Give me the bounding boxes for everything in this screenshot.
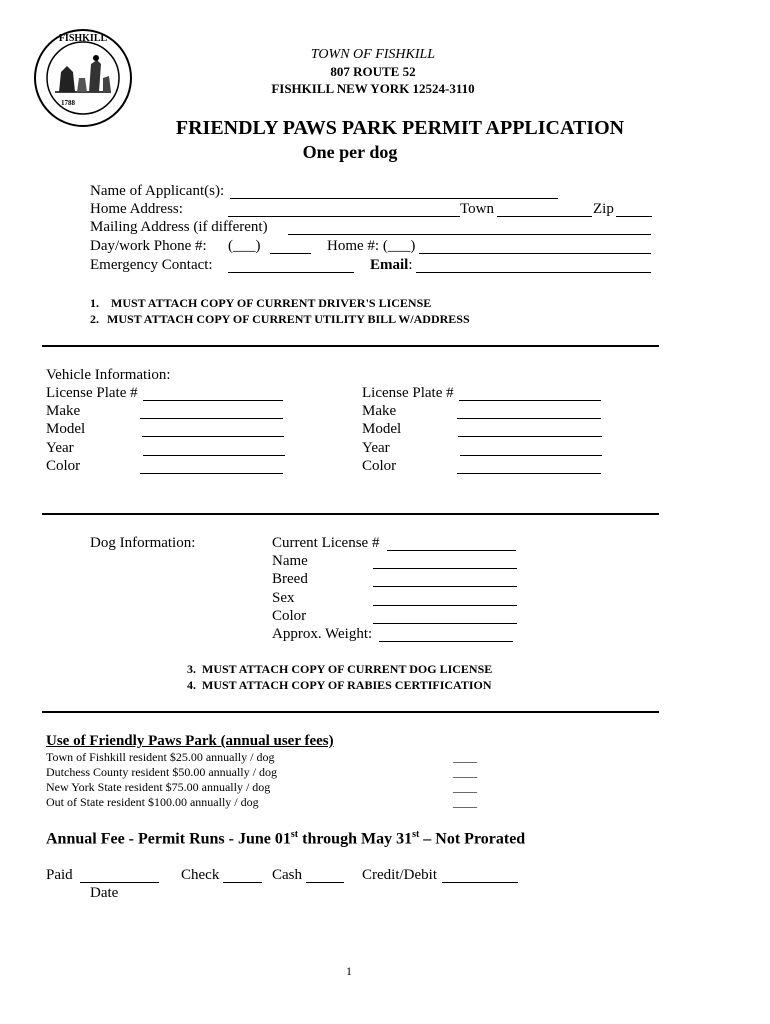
vehicle2-model-field[interactable] (458, 436, 602, 437)
town-label: Town (460, 201, 494, 217)
paid-field[interactable] (80, 882, 159, 883)
seal-year: 1788 (61, 99, 75, 107)
day-phone-area-code: (___) (228, 238, 261, 254)
vehicle1-color-label: Color (46, 458, 81, 474)
requirement-item: 1. MUST ATTACH COPY OF CURRENT DRIVER'S LICENSE (90, 296, 432, 310)
dog-license-field[interactable] (387, 550, 516, 551)
check-label: Check (181, 867, 220, 883)
paid-label: Paid (46, 867, 73, 883)
vehicle2-model-label: Model (362, 421, 402, 437)
vehicle2-year-label: Year (362, 440, 390, 456)
vehicle2-plate-field[interactable] (459, 400, 601, 401)
header-city: FISHKILL NEW YORK 12524-3110 (271, 81, 475, 96)
requirement-item: 4. MUST ATTACH COPY OF RABIES CERTIFICATION (187, 678, 492, 692)
vehicle2-color-label: Color (362, 458, 397, 474)
vehicle2-make-field[interactable] (457, 418, 601, 419)
applicant-name-field[interactable] (230, 198, 558, 199)
town-field[interactable] (497, 216, 592, 217)
day-phone-label: Day/work Phone #: (90, 238, 207, 254)
header-address: 807 ROUTE 52 (330, 64, 416, 79)
dog-color-field[interactable] (373, 623, 517, 624)
home-address-label: Home Address: (90, 201, 183, 217)
credit-debit-field[interactable] (442, 882, 518, 883)
cash-field[interactable] (306, 882, 344, 883)
zip-label: Zip (593, 201, 614, 217)
dog-color-label: Color (272, 608, 307, 624)
check-field[interactable] (223, 882, 262, 883)
town-seal-logo (33, 28, 133, 128)
home-phone-field[interactable] (419, 253, 651, 254)
section-divider (42, 513, 659, 515)
dog-weight-field[interactable] (379, 641, 513, 642)
vehicle1-make-field[interactable] (140, 418, 283, 419)
dog-license-label: Current License # (272, 535, 380, 551)
dog-sex-label: Sex (272, 590, 295, 606)
credit-debit-label: Credit/Debit (362, 867, 437, 883)
dog-name-field[interactable] (373, 568, 517, 569)
email-field[interactable] (416, 272, 651, 273)
vehicle1-model-field[interactable] (142, 436, 284, 437)
mailing-address-label: Mailing Address (if different) (90, 219, 268, 235)
vehicle1-year-label: Year (46, 440, 74, 456)
vehicle1-year-field[interactable] (143, 455, 285, 456)
date-label: Date (90, 885, 119, 901)
home-address-field[interactable] (228, 216, 460, 217)
fee-checkbox-blank[interactable]: ____ (453, 795, 477, 809)
header-town: TOWN OF FISHKILL (310, 47, 436, 62)
page-title: FRIENDLY PAWS PARK PERMIT APPLICATION (175, 117, 625, 139)
dog-heading: Dog Information: (90, 535, 196, 551)
fee-item: New York State resident $75.00 annually / dog (46, 780, 271, 794)
fee-checkbox-blank[interactable]: ____ (453, 765, 477, 779)
page-number: 1 (346, 964, 352, 978)
section-divider (42, 711, 659, 713)
day-phone-field[interactable] (270, 253, 311, 254)
dog-weight-label: Approx. Weight: (272, 626, 373, 642)
fees-heading: Use of Friendly Paws Park (annual user fees) (46, 733, 334, 749)
vehicle1-color-field[interactable] (140, 473, 283, 474)
mailing-address-field[interactable] (288, 234, 651, 235)
cash-label: Cash (272, 867, 302, 883)
vehicle1-plate-field[interactable] (143, 400, 283, 401)
fee-item: Dutchess County resident $50.00 annually / dog (46, 765, 277, 779)
vehicle2-year-field[interactable] (460, 455, 602, 456)
vehicle2-plate-label: License Plate # (362, 385, 454, 401)
page-subtitle: One per dog (302, 142, 398, 162)
dog-sex-field[interactable] (373, 605, 517, 606)
vehicle2-make-label: Make (362, 403, 397, 419)
vehicle1-plate-label: License Plate # (46, 385, 138, 401)
annual-fee-note: Annual Fee - Permit Runs - June 01st through May 31st – Not Prorated (46, 829, 526, 848)
vehicle2-color-field[interactable] (457, 473, 601, 474)
vehicle1-make-label: Make (46, 403, 81, 419)
requirement-item: 3. MUST ATTACH COPY OF CURRENT DOG LICENSE (187, 662, 493, 676)
emergency-contact-label: Emergency Contact: (90, 257, 213, 273)
zip-field[interactable] (616, 216, 652, 217)
fee-checkbox-blank[interactable]: ____ (453, 750, 477, 764)
dog-breed-field[interactable] (373, 586, 517, 587)
applicant-name-label: Name of Applicant(s): (90, 183, 225, 199)
vehicle1-model-label: Model (46, 421, 86, 437)
fee-checkbox-blank[interactable]: ____ (453, 780, 477, 794)
emergency-contact-field[interactable] (228, 272, 354, 273)
email-label: Email: (370, 257, 413, 273)
vehicle-heading: Vehicle Information: (46, 367, 171, 383)
home-phone-label: Home #: (___) (327, 238, 416, 254)
dog-name-label: Name (272, 553, 308, 569)
seal-top-text: FISHKILL (58, 33, 108, 44)
fee-item: Town of Fishkill resident $25.00 annually / dog (46, 750, 275, 764)
fee-item: Out of State resident $100.00 annually / dog (46, 795, 259, 809)
section-divider (42, 345, 659, 347)
requirement-item: 2. MUST ATTACH COPY OF CURRENT UTILITY BILL W/ADDRESS (90, 312, 470, 326)
dog-breed-label: Breed (272, 571, 308, 587)
